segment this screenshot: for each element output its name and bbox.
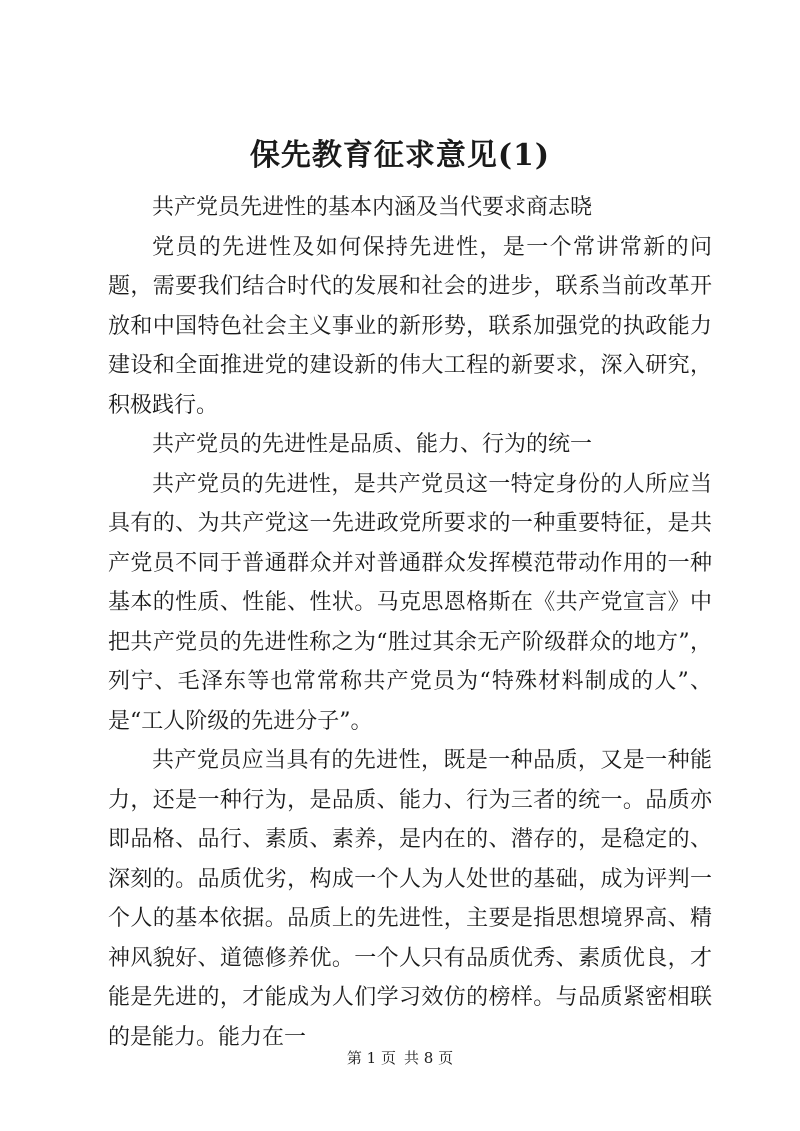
page-total: 共 8 页 — [404, 1049, 454, 1067]
document-body — [108, 188, 712, 1057]
paragraph-definition: 共产党员的先进性，是共产党员这一特定身份的人所应当具有的、为共产党这一先进政党所要求的一种重要特征，是共产党员不同于普通群众并对普通群众发挥模范带动作用的一种基本的性质、性能、性状。马克思恩格斯在《共产党宣言》中把共产党员的先进性称之为“胜过其余无产阶级群众的地方”，列宁、毛泽东等也常常称共产党员为“特殊材料制成的人”、是“工人阶级的先进分子”。 — [108, 471, 712, 734]
page-title: 保先教育征求意见(1) — [249, 138, 551, 173]
paragraph-subtitle: 共产党员先进性的基本内涵及当代要求商志晓 — [152, 195, 593, 220]
paragraph-intro: 党员的先进性及如何保持先进性，是一个常讲常新的问题，需要我们结合时代的发展和社会的进步，联系当前改革开放和中国特色社会主义事业的新形势，联系加强党的执政能力建设和全面推进党的建设新的伟大工程的新要求，深入研究，积极践行。 — [108, 234, 712, 418]
paragraph-quality: 共产党员应当具有的先进性，既是一种品质，又是一种能力，还是一种行为，是品质、能力、行为三者的统一。品质亦即品格、品行、素质、素养，是内在的、潜存的，是稳定的、深刻的。品质优劣，构成一个人为人处世的基础，成为评判一个人的基本依据。品质上的先进性，主要是指思想境界高、精神风貌好、道德修养优。一个人只有品质优秀、素质优良，才能是先进的，才能成为人们学习效仿的榜样。与品质紧密相联的是能力。能力在一 — [108, 748, 712, 1050]
page-number: 第 1 页 — [346, 1049, 396, 1067]
paragraph-heading: 共产党员的先进性是品质、能力、行为的统一 — [152, 432, 593, 457]
page-footer — [0, 1048, 800, 1068]
